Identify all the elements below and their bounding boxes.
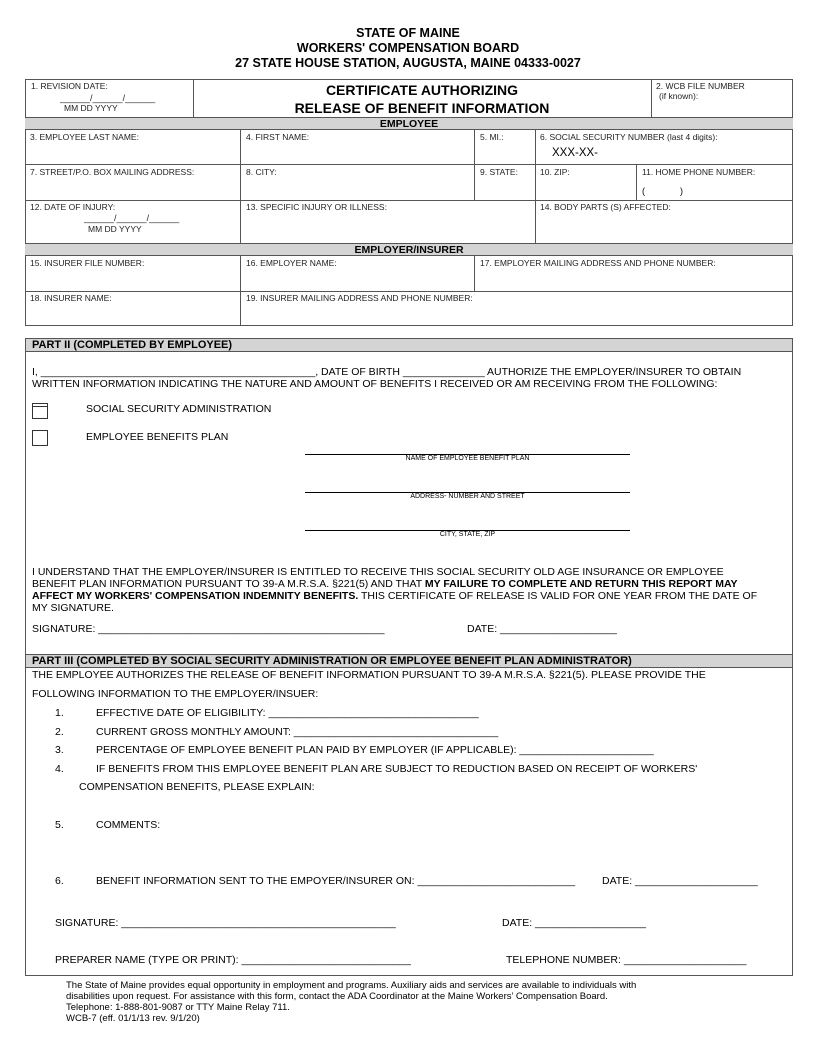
first-name-label: 4. FIRST NAME: [246, 132, 310, 142]
date-of-injury-label: 12. DATE OF INJURY: [30, 202, 116, 212]
ssn-label: 6. SOCIAL SECURITY NUMBER (last 4 digits): [540, 132, 718, 142]
info-sent-date-field[interactable]: DATE: _____________________ [602, 875, 758, 887]
zip-label: 10. ZIP: [540, 167, 570, 177]
item6-number: 6. [55, 875, 64, 887]
reduction-explain-label: COMPENSATION BENEFITS, PLEASE EXPLAIN: [79, 781, 315, 793]
part2-intro-line1: I, _______________________________________________, DATE OF BIRTH ______________ AUTHORIZE THE EMPLOYER/INSURER TO OBTAIN [32, 366, 742, 378]
ssa-option-label: SOCIAL SECURITY ADMINISTRATION [86, 403, 272, 415]
item3-number: 3. [55, 744, 64, 756]
benefits-plan-checkbox[interactable] [32, 430, 48, 446]
item1-number: 1. [55, 707, 64, 719]
address-street-caption: ADDRESS- NUMBER AND STREET [410, 493, 525, 500]
wcb-file-number-sub: (if known): [659, 91, 699, 101]
gross-monthly-amount-field[interactable]: CURRENT GROSS MONTHLY AMOUNT: ___________________________________ [96, 726, 499, 738]
city-label: 8. CITY: [246, 167, 277, 177]
part2-title: PART II (COMPLETED BY EMPLOYEE) [26, 339, 792, 352]
benefit-plan-name-caption: NAME OF EMPLOYEE BENEFIT PLAN [405, 455, 530, 462]
preparer-name-field[interactable]: PREPARER NAME (TYPE OR PRINT): _____________________________ [55, 954, 411, 966]
understanding-para-line3: AFFECT MY WORKERS' COMPENSATION INDEMNITY BENEFITS. THIS CERTIFICATE OF RELEASE IS VALID FOR ONE YEAR FROM THE DATE OF [32, 590, 758, 602]
understanding-para-line1: I UNDERSTAND THAT THE EMPLOYER/INSURER IS ENTITLED TO RECEIVE THIS SOCIAL SECURITY OLD AGE INSURANCE OR EMPLOYEE [32, 566, 724, 578]
employer-insurer-band: EMPLOYER/INSURER [25, 243, 793, 256]
body-parts-label: 14. BODY PARTS (S) AFFECTED: [540, 202, 671, 212]
administrator-signature-field[interactable]: SIGNATURE: _______________________________________________ [55, 917, 396, 929]
board-heading: WORKERS' COMPENSATION BOARD [296, 41, 520, 55]
footer [66, 980, 636, 1024]
employee-last-name-label: 3. EMPLOYEE LAST NAME: [30, 132, 139, 142]
administrator-signature-date-field[interactable]: DATE: ___________________ [502, 917, 647, 929]
city-state-zip-caption: CITY, STATE, ZIP [439, 531, 496, 538]
insurer-address-label: 19. INSURER MAILING ADDRESS AND PHONE NUMBER: [246, 293, 473, 303]
form-title-line2: RELEASE OF BENEFIT INFORMATION [294, 100, 550, 116]
employee-signature-date-field[interactable]: DATE: ____________________ [467, 623, 617, 635]
employee-signature-field[interactable]: SIGNATURE: _________________________________________________ [32, 623, 385, 635]
revision-date-label: 1. REVISION DATE: [31, 81, 108, 91]
telephone-number-field[interactable]: TELEPHONE NUMBER: _____________________ [506, 954, 747, 966]
employer-percentage-field[interactable]: PERCENTAGE OF EMPLOYEE BENEFIT PLAN PAID BY EMPLOYER (IF APPLICABLE): _______________________ [96, 744, 654, 756]
employer-address-label: 17. EMPLOYER MAILING ADDRESS AND PHONE NUMBER: [480, 258, 716, 268]
benefits-plan-option-label: EMPLOYEE BENEFITS PLAN [86, 431, 229, 443]
form-title-line1: CERTIFICATE AUTHORIZING [325, 82, 519, 98]
understanding-para-line2: BENEFIT PLAN INFORMATION PURSUANT TO 39-A M.R.S.A. §221(5) AND THAT MY FAILURE TO COMPLETE AND RETURN THIS REPORT MAY [32, 578, 738, 590]
state-heading: STATE OF MAINE [356, 26, 460, 40]
revision-date-field[interactable]: ______/______/______ [60, 93, 156, 103]
street-address-label: 7. STREET/P.O. BOX MAILING ADDRESS: [30, 167, 195, 177]
wcb-file-number-label: 2. WCB FILE NUMBER [656, 81, 745, 91]
effective-date-field[interactable]: EFFECTIVE DATE OF ELIGIBILITY: ____________________________________ [96, 707, 479, 719]
insurer-name-label: 18. INSURER NAME: [30, 293, 112, 303]
footer-line1: The State of Maine provides equal opportunity in employment and programs. Auxiliary aids and services are available to individuals with [66, 980, 637, 991]
ssn-field[interactable]: XXX-XX- [552, 147, 599, 159]
part3-title: PART III (COMPLETED BY SOCIAL SECURITY ADMINISTRATION OR EMPLOYEE BENEFIT PLAN ADMINISTRATOR) [26, 654, 792, 668]
understanding-para-line4: MY SIGNATURE. [32, 602, 114, 614]
item4-number: 4. [55, 763, 64, 775]
part3-intro-line2: FOLLOWING INFORMATION TO THE EMPLOYER/INSUER: [32, 688, 319, 700]
item5-number: 5. [55, 819, 64, 831]
state-label: 9. STATE: [480, 167, 518, 177]
mi-label: 5. MI.: [480, 132, 504, 142]
reduction-question: IF BENEFITS FROM THIS EMPLOYEE BENEFIT PLAN ARE SUBJECT TO REDUCTION BASED ON RECEIPT OF WORKERS' [96, 763, 698, 775]
comments-label: COMMENTS: [96, 819, 161, 831]
date-of-injury-field[interactable]: ______/______/______ [84, 213, 180, 223]
specific-injury-label: 13. SPECIFIC INJURY OR ILLNESS: [246, 202, 387, 212]
part3-intro-line1: THE EMPLOYEE AUTHORIZES THE RELEASE OF BENEFIT INFORMATION PURSUANT TO 39-A M.R.S.A. §221(5). PLEASE PROVIDE THE [32, 669, 706, 681]
insurer-file-number-label: 15. INSURER FILE NUMBER: [30, 258, 145, 268]
form-number: WCB-7 (eff. 01/1/13 rev. 9/1/20) [66, 1013, 200, 1024]
employee-band: EMPLOYEE [25, 117, 793, 130]
employer-name-label: 16. EMPLOYER NAME: [246, 258, 337, 268]
footer-line2: disabilities upon request. For assistance with this form, contact the ADA Coordinator at the Maine Workers’ Compensation Board. [66, 991, 608, 1002]
footer-line3: Telephone: 1-888-801-9087 or TTY Maine Relay 711. [66, 1002, 290, 1013]
date-of-injury-format: MM DD YYYY [88, 224, 142, 234]
revision-date-format: MM DD YYYY [64, 103, 118, 113]
item2-number: 2. [55, 726, 64, 738]
info-sent-field[interactable]: BENEFIT INFORMATION SENT TO THE EMPOYER/INSURER ON: ___________________________ [96, 875, 576, 887]
home-phone-label: 11. HOME PHONE NUMBER: [642, 167, 756, 177]
home-phone-field[interactable]: ( ) [642, 186, 684, 196]
part2-intro-line2: WRITTEN INFORMATION INDICATING THE NATURE AND AMOUNT OF BENEFITS I RECEIVED OR AM RECEIVING FROM THE FOLLOWING: [32, 378, 718, 390]
address-heading: 27 STATE HOUSE STATION, AUGUSTA, MAINE 04333-0027 [235, 56, 581, 70]
